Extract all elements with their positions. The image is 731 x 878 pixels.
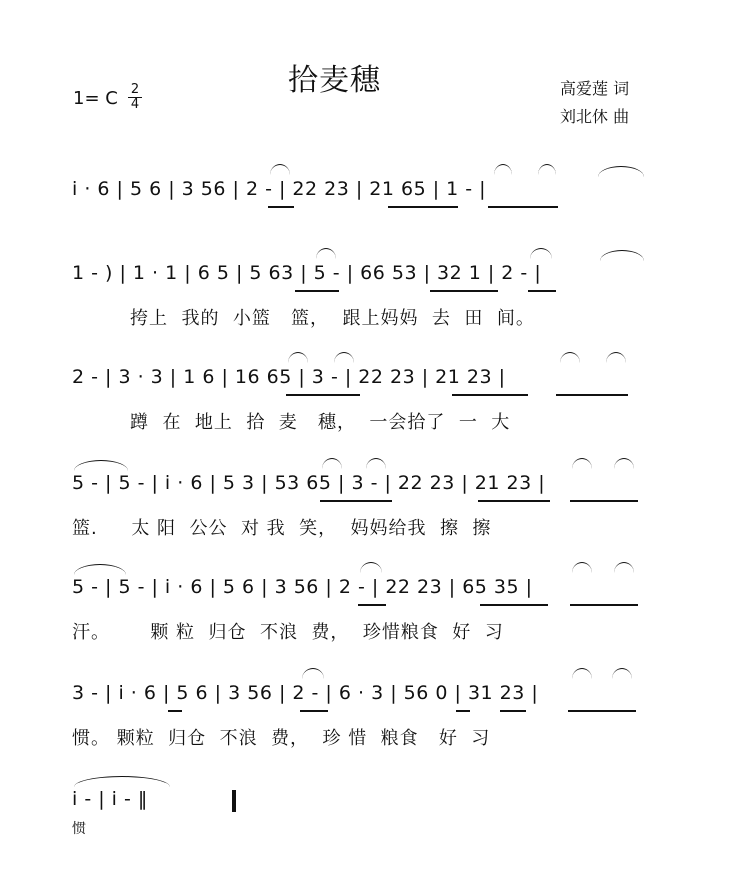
- lyrics-line: 蹲 在 地上 拾 麦 穗， 一会拾了 一 大: [130, 412, 511, 433]
- score-line-4: [0, 472, 731, 562]
- lyrics-line: 汗。 颗 粒 归仓 不浪 费， 珍惜粮食 好 习: [72, 622, 504, 643]
- underline-mark: [570, 604, 638, 606]
- underline-mark: [500, 710, 526, 712]
- notation-line: 5 - | 5 - | i · 6 | 5 3 | 53 65 | 3 - | 22 23 | 21 23 |: [72, 472, 546, 494]
- lyricist-credit: 高爱莲 词: [560, 79, 630, 98]
- slur-mark: [572, 668, 592, 679]
- lyrics-line: 惯。 颗粒 归仓 不浪 费， 珍 惜 粮食 好 习: [72, 728, 491, 749]
- time-signature-bottom: 4: [130, 97, 140, 112]
- song-title: 拾麦穗: [288, 63, 381, 98]
- slur-mark: [494, 164, 512, 175]
- underline-mark: [556, 394, 628, 396]
- underline-mark: [388, 206, 458, 208]
- underline-mark: [320, 500, 392, 502]
- slur-mark: [614, 562, 634, 573]
- slur-mark: [612, 668, 632, 679]
- underline-mark: [268, 206, 294, 208]
- tie-mark: [598, 166, 644, 177]
- underline-mark: [488, 206, 558, 208]
- final-barline: [232, 790, 236, 812]
- underline-mark: [286, 394, 360, 396]
- time-signature: [128, 83, 142, 112]
- slur-mark: [614, 458, 634, 469]
- slur-mark: [322, 458, 342, 469]
- notation-line: 2 - | 3 · 3 | 1 6 | 16 65 | 3 - | 22 23 | 21 23 |: [72, 366, 506, 388]
- slur-mark: [302, 668, 324, 679]
- notation-line: i · 6 | 5 6 | 3 56 | 2 - | 22 23 | 21 65 | 1 - |: [72, 178, 487, 200]
- underline-mark: [480, 604, 548, 606]
- lyrics-line: [72, 220, 592, 244]
- score-line-7: [0, 788, 731, 878]
- slur-mark: [270, 164, 290, 175]
- composer-credit: 刘北休 曲: [560, 107, 630, 126]
- tie-mark: [74, 564, 126, 575]
- underline-mark: [430, 290, 498, 292]
- slur-mark: [366, 458, 386, 469]
- key-signature: 1= C: [73, 88, 118, 109]
- time-signature-top: 2: [128, 83, 142, 98]
- underline-mark: [168, 710, 182, 712]
- slur-mark: [334, 352, 354, 363]
- slur-mark: [572, 562, 592, 573]
- underline-mark: [570, 500, 638, 502]
- underline-mark: [452, 394, 528, 396]
- slur-mark: [360, 562, 382, 573]
- notation-line: i - | i - ‖: [72, 788, 148, 810]
- underline-mark: [300, 710, 328, 712]
- underline-mark: [295, 290, 339, 292]
- notation-line: 5 - | 5 - | i · 6 | 5 6 | 3 56 | 2 - | 22 23 | 65 35 |: [72, 576, 533, 598]
- underline-mark: [456, 710, 470, 712]
- score-line-3: [0, 366, 731, 456]
- score-line-6: [0, 682, 731, 772]
- underline-mark: [478, 500, 550, 502]
- underline-mark: [528, 290, 556, 292]
- tie-mark: [74, 460, 128, 471]
- lyrics-line: 挎上 我的 小篮 篮， 跟上妈妈 去 田 间。: [130, 308, 535, 329]
- slur-mark: [538, 164, 556, 175]
- score-line-5: [0, 576, 731, 666]
- tie-mark: [74, 776, 170, 787]
- score-line-2: [0, 262, 731, 352]
- slur-mark: [572, 458, 592, 469]
- notation-line: 1 - ) | 1 · 1 | 6 5 | 5 63 | 5 - | 66 53 | 32 1 | 2 - |: [72, 262, 542, 284]
- underline-mark: [568, 710, 636, 712]
- notation-line: 3 - | i · 6 | 5 6 | 3 56 | 2 - | 6 · 3 | 56 0 | 31 23 |: [72, 682, 539, 704]
- slur-mark: [288, 352, 308, 363]
- slur-mark: [560, 352, 580, 363]
- underline-mark: [358, 604, 386, 606]
- slur-mark: [606, 352, 626, 363]
- lyrics-line: 篮. 太 阳 公公 对 我 笑， 妈妈给我 擦 擦: [72, 518, 492, 539]
- lyrics-line: 惯: [72, 821, 87, 837]
